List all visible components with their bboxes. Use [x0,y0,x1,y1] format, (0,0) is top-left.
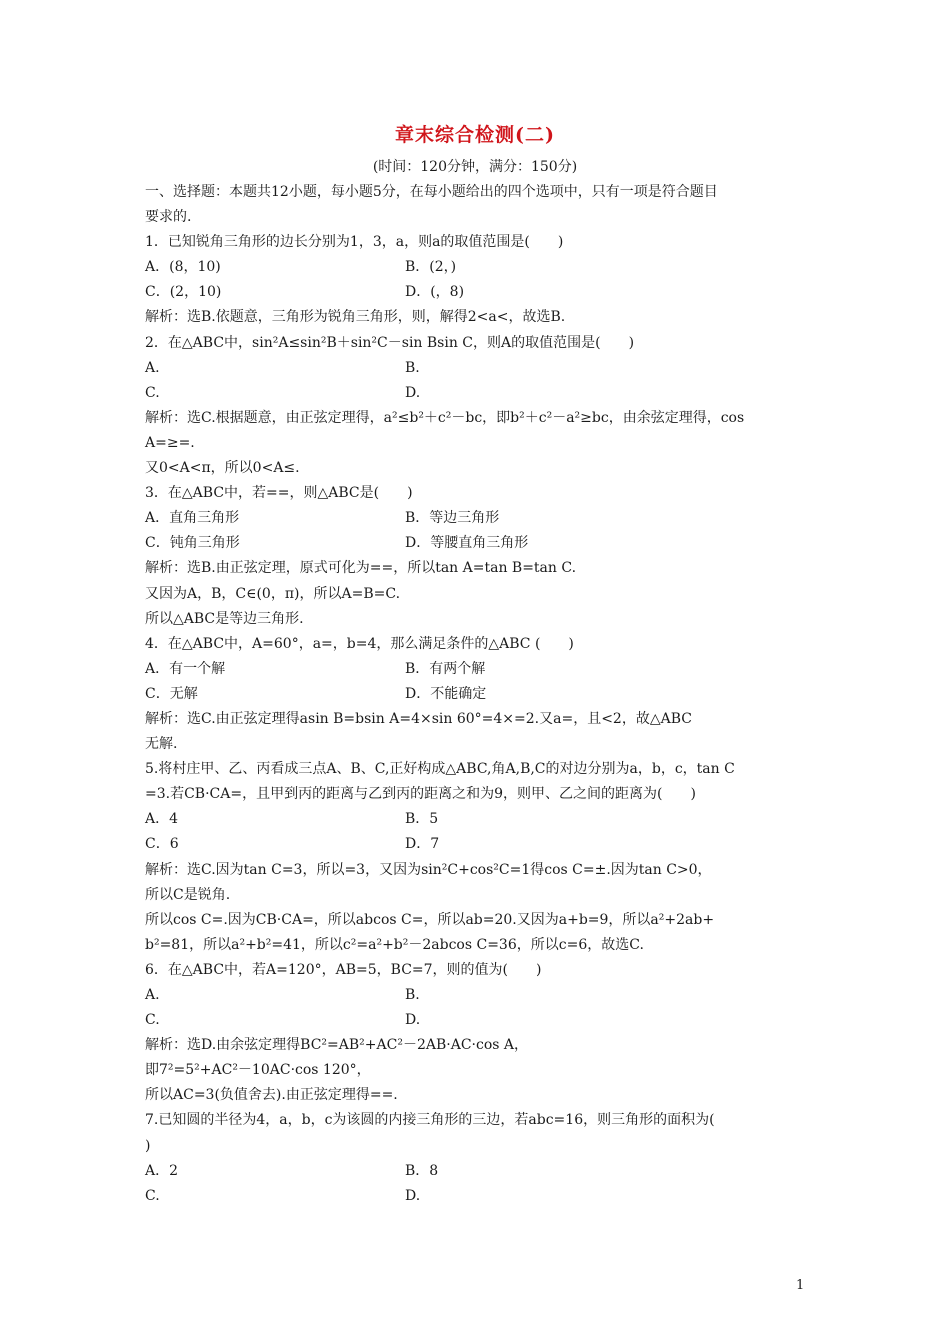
text-line: 解析：选D.由余弦定理得BC²=AB²+AC²－2AB·AC·cos A， [145,1037,528,1054]
answer-option: C．6 [145,836,179,853]
text-line: 无解. [145,736,178,753]
answer-options-row [145,255,815,280]
answer-option: B．5 [405,811,439,828]
answer-option: C．无解 [145,685,198,702]
text-line: 5.将村庄甲、乙、丙看成三点A、B、C,正好构成△ABC,角A,B,C的对边分别为a，b，c，tan C [145,761,735,778]
answer-options-row [145,657,815,682]
answer-option: A. [145,987,160,1003]
text-line: 所以cos C=.因为CB·CA=，所以abcos C=，所以ab=20.又因为a+b=9，所以a²+2ab+ [145,911,715,928]
text-line: 所以C是锐角. [145,886,231,903]
question-content [145,180,815,1209]
text-line: 所以△ABC是等边三角形. [145,610,304,627]
answer-option: D．(，8) [405,284,465,301]
answer-option: C. [145,1012,160,1029]
text-line: =3.若CB·CA=，且甲到丙的距离与乙到丙的距离之和为9，则甲、乙之间的距离为( ) [145,786,696,803]
answer-options-row [145,1159,815,1184]
answer-option: B. [405,987,420,1003]
answer-options-row [145,1008,815,1033]
text-line: b²=81，所以a²+b²=41，所以c²=a²+b²－2abcos C=36，所以c=6，故选C. [145,936,644,953]
answer-options-row [145,356,815,381]
text-line: 7.已知圆的半径为4，a，b，c为该圆的内接三角形的三边，若abc=16，则三角形的面积为( [145,1112,715,1129]
answer-option: B．(2，) [405,259,457,276]
answer-options-row [145,531,815,556]
page-number: 1 [796,1278,805,1293]
answer-option: D. [405,384,421,401]
answer-option: A. [145,359,160,376]
answer-option: B．8 [405,1162,439,1179]
text-line: 解析：选C.由正弦定理得asin B=bsin A=4×sin 60°=4×=2.又a=，且<2，故△ABC [145,710,692,727]
answer-options-row [145,506,815,531]
text-line: 6．在△ABC中，若A=120°，AB=5，BC=7，则的值为( ) [145,961,542,978]
text-line: 要求的. [145,209,192,226]
page-title: 章末综合检测(二) [395,124,555,146]
text-line: 一、选择题：本题共12小题，每小题5分，在每小题给出的四个选项中，只有一项是符合题目 [145,184,718,200]
answer-options-row [145,807,815,832]
answer-option: C. [145,1187,160,1204]
text-line: 又0<A<π，所以0<A≤. [145,460,300,477]
text-line: 所以AC=3(负值舍去).由正弦定理得==. [145,1087,398,1104]
text-line: 3．在△ABC中，若==，则△ABC是( ) [145,485,413,502]
text-line: 解析：选B.由正弦定理，原式可化为==，所以tan A=tan B=tan C. [145,560,577,577]
answer-option: A．有一个解 [145,660,226,677]
answer-option: A．4 [145,811,179,828]
text-line: 4．在△ABC中，A=60°，a=，b=4，那么满足条件的△ABC ( ) [145,635,574,652]
answer-option: A．(8，10) [145,259,221,276]
exam-time-and-score: (时间：120分钟，满分：150分) [372,159,578,175]
answer-option: B．等边三角形 [405,510,500,527]
answer-option: A．2 [145,1162,179,1179]
text-line: 解析：选C.根据题意，由正弦定理得，a²≤b²＋c²－bc，即b²＋c²－a²≥bc，由余弦定理得，cos [145,409,745,426]
text-line: A=≥=. [145,434,195,451]
text-line: 2．在△ABC中，sin²A≤sin²B＋sin²C－sin Bsin C，则A的取值范围是( ) [145,334,635,351]
text-line: 解析：选B.依题意，三角形为锐角三角形，则，解得2<a<，故选B. [145,309,566,326]
answer-option: D．7 [405,836,440,853]
text-line: 即7²=5²+AC²－10AC·cos 120°， [145,1062,371,1079]
text-line: 又因为A，B，C∈(0，π)，所以A=B=C. [145,585,401,602]
answer-option: D. [405,1187,421,1204]
answer-option: D．等腰直角三角形 [405,535,529,552]
answer-option: D．不能确定 [405,685,487,702]
answer-option: D. [405,1012,421,1029]
answer-options-row [145,381,815,406]
answer-option: B．有两个解 [405,660,486,677]
answer-option: C．钝角三角形 [145,535,240,552]
answer-option: B. [405,359,420,376]
answer-options-row [145,832,815,857]
text-line: 1．已知锐角三角形的边长分别为1，3，a，则a的取值范围是( ) [145,234,564,251]
answer-option: C. [145,384,160,401]
answer-option: A．直角三角形 [145,510,240,527]
answer-option: C．(2，10) [145,284,222,301]
text-line: 解析：选C.因为tan C=3，所以=3，又因为sin²C+cos²C=1得cos C=±.因为tan C>0， [145,861,712,878]
answer-options-row [145,1184,815,1209]
answer-options-row [145,280,815,305]
answer-options-row [145,682,815,707]
answer-options-row [145,983,815,1008]
text-line: ) [145,1137,151,1154]
